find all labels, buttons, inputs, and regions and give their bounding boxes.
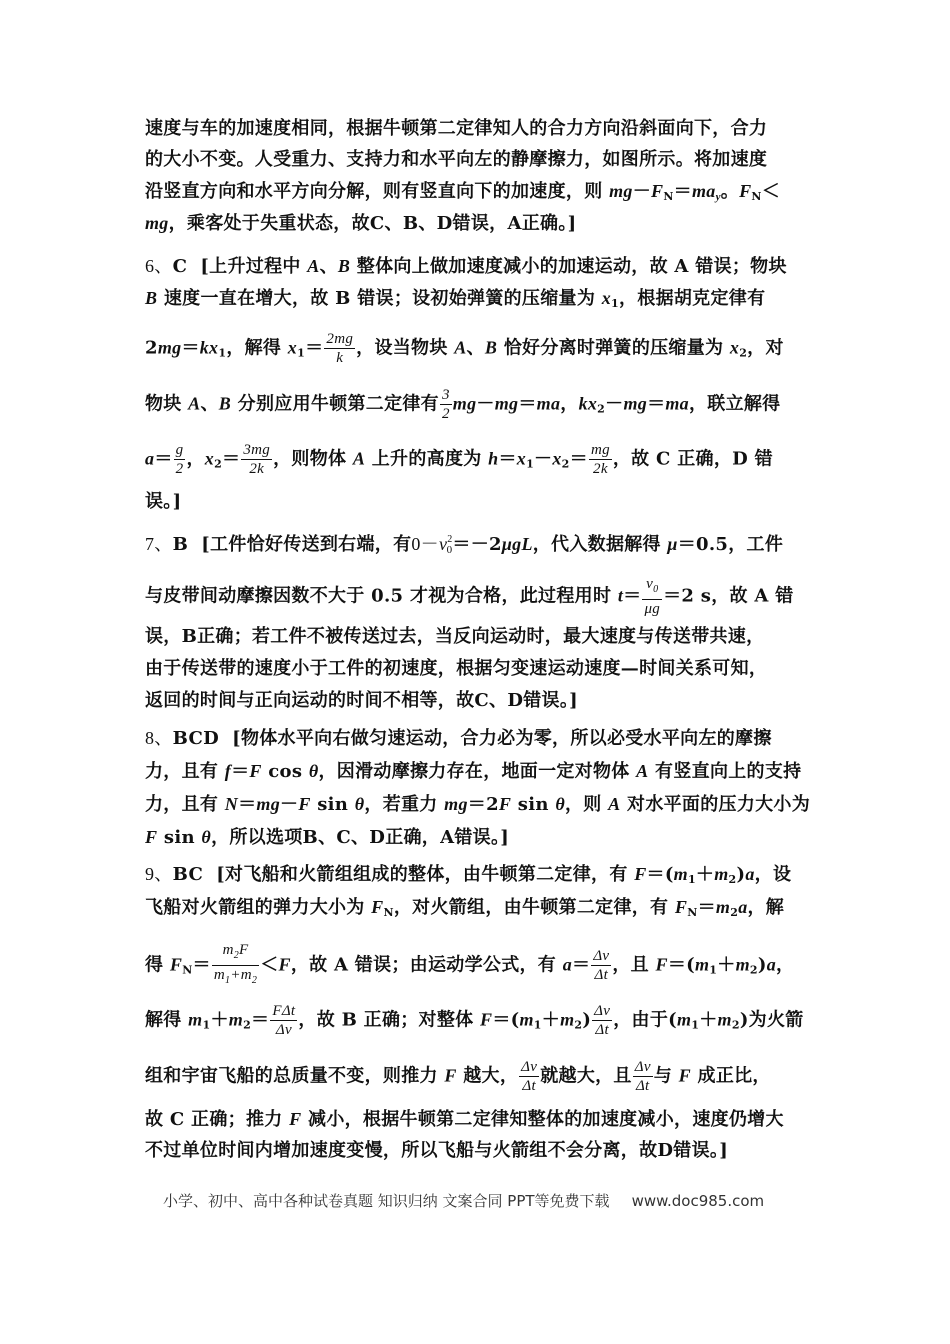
text-line: F sin θ，所以选项B、C、D正确，A错误。] [145, 827, 510, 848]
text-line: 误。] [145, 491, 182, 512]
text-line: 力，且有 f＝F cos θ，因滑动摩擦力存在，地面一定对物体 A 有竖直向上的支持 [145, 761, 802, 782]
text-line: B 速度一直在增大，故 B 错误；设初始弹簧的压缩量为 $x_1$，根据胡克定律有 [145, 288, 766, 310]
text-line: 速度与车的加速度相同，根据牛顿第二定律知人的合力方向沿斜面向下，合力 [145, 118, 768, 139]
text-line: 故 C 正确；推力 F 减小，根据牛顿第二定律知整体的加速度减小，速度仍增大 [145, 1109, 784, 1130]
text-line: 得 $F_N=$ $\frac{m_2F}{m_1+m_2}$ ＜F，故 A 错误；由运动学公式，有 a＝ $\frac{\Delta v}{\Delta t}$ ，且 $F=(m_1+m_2)a$， [145, 941, 807, 990]
text-line: 由于传送带的速度小于工件的初速度，根据匀变速运动速度—时间关系可知， [145, 658, 768, 679]
footer-url[interactable]: www.doc985.com [631, 1192, 765, 1210]
answer-6-line: 6、C [上升过程中 A、B 整体向上做加速度减小的加速运动，故 A 错误；物块 [145, 256, 787, 277]
answer-9-line: 9、BC [对飞船和火箭组组成的整体，由牛顿第二定律，有 $F=(m_1+m_2)a$，设 [145, 864, 792, 886]
fraction: $\frac{\Delta v}{\Delta t}$ [634, 1059, 651, 1094]
text-line: 沿竖直方向和水平方向分解，则有竖直向下的加速度，则 $mg-F_N=ma_y$。$F_N<$ [145, 181, 781, 203]
text-line: mg，乘客处于失重状态，故C、B、D错误，A正确。] [145, 213, 577, 234]
text-line: 物块 A、B 分别应用牛顿第二定律有 $\frac{3}{2}$ mg－mg＝ma，$kx_2-mg=ma$，联立解得 [145, 387, 781, 422]
answer-8-line: 8、BCD [物体水平向右做匀速运动，合力必为零，所以必受水平向左的摩擦 [145, 728, 772, 749]
page-footer [163, 1190, 764, 1211]
text-line: 不过单位时间内增加速度变慢，所以飞船与火箭组不会分离，故D错误。] [145, 1140, 729, 1161]
fraction: $\frac{3}{2}$ [441, 387, 450, 422]
fraction: $\frac{mg}{2k}$ [590, 442, 610, 477]
fraction: $\frac{\Delta v}{\Delta t}$ [521, 1059, 538, 1094]
text-line: 飞船对火箭组的弹力大小为 $F_N$，对火箭组，由牛顿第二定律，有 $F_N=m_2a$，解 [145, 897, 785, 919]
text-line: 解得 $m_1+m_2=$ $\frac{\text{FΔt}}{\Delta v}$ ，故 B 正确；对整体 $F=(m_1+m_2)$ $\frac{\Delta v}{\Delta t}$ ，由于$(m_1+m_2)$为火箭 [145, 1003, 804, 1038]
fraction: $\frac{\Delta v}{\Delta t}$ [593, 948, 610, 983]
text-line: 返回的时间与正向运动的时间不相等，故C、D错误。] [145, 690, 578, 711]
text-line: a＝ $\frac{g}{2}$ ，$x_2=$ $\frac{3mg}{2k}$ ，则物体 A 上升的高度为 $h=x_1-x_2=$ $\frac{mg}{2k}$ ，故 C 正确，D 错 [145, 442, 773, 477]
fraction: $\frac{m_2F}{m_1+m_2}$ [213, 942, 258, 986]
fraction: $\frac{v_0}{\mu g}$ [644, 576, 661, 617]
fraction: $\frac{g}{2}$ [175, 442, 184, 477]
text-line: 误，B正确；若工件不被传送过去，当反向运动时，最大速度与传送带共速， [145, 626, 765, 647]
text-line: 与皮带间动摩擦因数不大于 0.5 才视为合格，此过程用时 t＝ $\frac{v_0}{\mu g}$ ＝2 s，故 A 错 [145, 576, 794, 617]
answer-7-line: 7、B [工件恰好传送到右端，有$0-v^2_0=-2\mu gL$，代入数据解得 μ＝0.5，工件 [145, 534, 784, 556]
text-line: $2mg=kx_1$，解得 $x_1=$ $\frac{2mg}{k}$ ，设当物块 A、B 恰好分离时弹簧的压缩量为 $x_2$，对 [145, 331, 784, 366]
text-line: 力，且有 N＝mg－F sin θ，若重力 mg＝2F sin θ，则 A 对水平面的压力大小为 [145, 794, 811, 815]
footer-text: 小学、初中、高中各种试卷真题 知识归纳 文案合同 PPT等免费下载 [163, 1192, 610, 1210]
fraction: $\frac{2mg}{k}$ [326, 331, 354, 366]
text-line: 的大小不变。人受重力、支持力和水平向左的静摩擦力，如图所示。将加速度 [145, 149, 768, 170]
text-line: 组和宇宙飞船的总质量不变，则推力 F 越大， $\frac{\Delta v}{\Delta t}$ 就越大，且 $\frac{\Delta v}{\Delta t}$ 与 F 成正比， [145, 1059, 771, 1094]
fraction: $\frac{\Delta v}{\Delta t}$ [594, 1003, 611, 1038]
fraction: $\frac{3mg}{2k}$ [243, 442, 271, 477]
fraction: $\frac{\text{FΔt}}{\Delta v}$ [272, 1003, 296, 1038]
